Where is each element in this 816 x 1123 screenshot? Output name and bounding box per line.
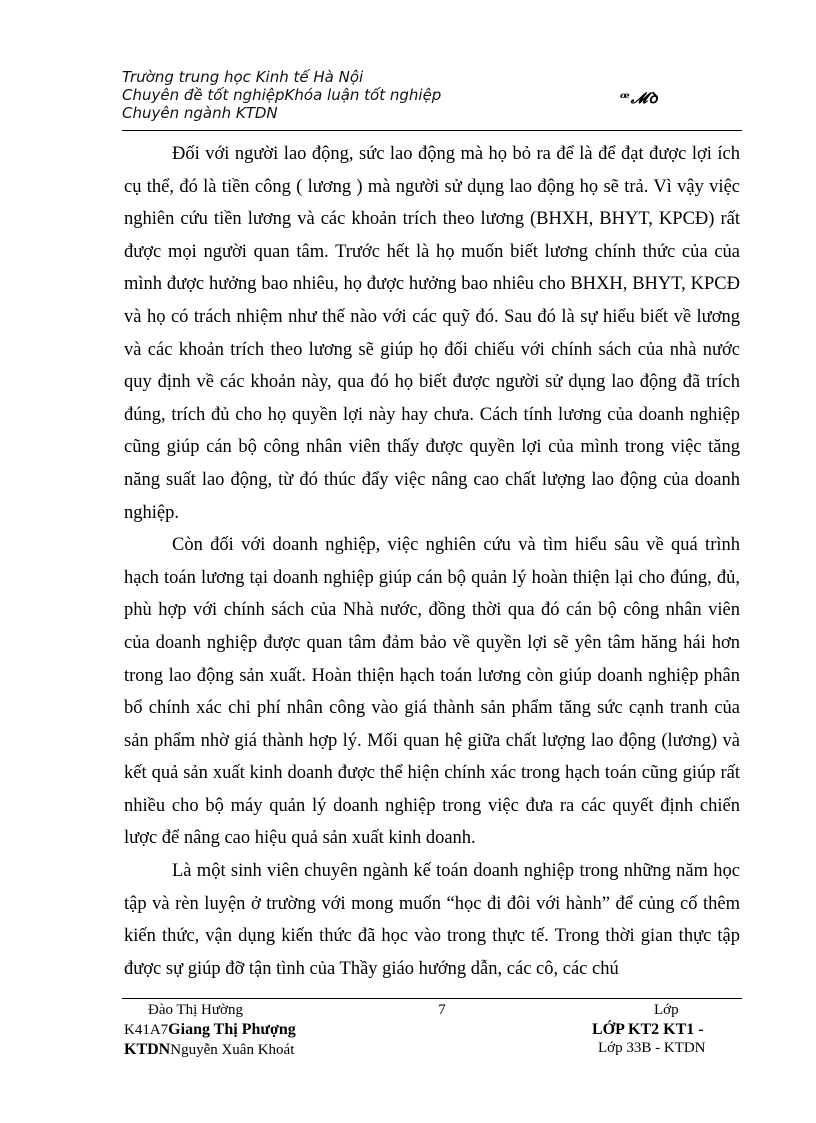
header-rule bbox=[122, 130, 742, 131]
header-major: Chuyên ngành KTDN bbox=[122, 104, 278, 122]
page-number: 7 bbox=[438, 1002, 446, 1018]
paragraph-1: Đối với người lao động, sức lao động mà họ bỏ ra để là để đạt được lợi ích cụ thể, đó là tiền công ( lương ) mà người sử dụng lao động họ sẽ trả. Vì vậy việc nghiên cứu tiền lương và các khoản trích theo lương (BHXH, BHYT, KPCĐ) rất được mọi người quan tâm. Trước hết là họ muốn biết lương chính thức của của mình được hưởng bao nhiêu, họ được hưởng bao nhiêu cho BHXH, BHYT, KPCĐ và họ có trách nhiệm như thế nào với các quỹ đó. Sau đó là sự hiểu biết về lương và các khoản trích theo lương sẽ giúp họ đối chiếu với chính sách của nhà nước quy định về các khoản này, qua đó họ biết được người sử dụng lao động đã trích đúng, trích đủ cho họ quyền lợi này hay chưa. Cách tính lương của doanh nghiệp cũng giúp cán bộ công nhân viên thấy được quyền lợi của mình trong việc tăng năng suất lao động, từ đó thúc đẩy việc nâng cao chất lượng lao động của doanh nghiệp. bbox=[124, 144, 740, 523]
footer-author-1: Đào Thị Hường bbox=[148, 1002, 243, 1018]
footer-class-2: Lớp 33B - KTDN bbox=[598, 1040, 706, 1056]
paragraph-2: Còn đối với doanh nghiệp, việc nghiên cứu và tìm hiểu sâu về quá trình hạch toán lương tại doanh nghiệp giúp cán bộ quản lý hoàn thiện lại cho đúng, đủ, phù hợp với chính sách của Nhà nước, đồng thời qua đó cán bộ công nhân viên của doanh nghiệp được quan tâm đảm bảo về quyền lợi sẽ yên tâm hăng hái hơn trong lao động sản xuất. Hoàn thiện hạch toán lương còn giúp doanh nghiệp phân bổ chính xác chi phí nhân công vào giá thành sản phẩm tăng sức cạnh tranh của sản phẩm nhờ giá thành hợp lý. Mối quan hệ giữa chất lượng lao động (lương) và kết quả sản xuất kinh doanh được thể hiện chính xác trong hạch toán cũng giúp rất nhiều cho bộ máy quản lý doanh nghiệp trong việc đưa ra các quyết định chiến lược để nâng cao hiệu quả sản xuất kinh doanh. bbox=[124, 535, 740, 849]
header-school: Trường trung học Kinh tế Hà Nội bbox=[122, 68, 364, 86]
footer-author-2: Giang Thị Phượng bbox=[168, 1021, 296, 1038]
footer-rule bbox=[122, 998, 742, 999]
paragraph-3: Là một sinh viên chuyên ngành kế toán doanh nghiệp trong những năm học tập và rèn luyện ở trường với mong muốn “học đi đôi với hành” để củng cố thêm kiến thức, vận dụng kiến thức đã học vào trong thực tế. Trong thời gian thực tập được sự giúp đỡ tận tình của Thầy giáo hướng dẫn, các cô, các chú bbox=[124, 861, 740, 979]
footer-classes bbox=[592, 1001, 706, 1058]
footer-class-1: LỚP KT2 KT1 - bbox=[592, 1021, 704, 1038]
footer-author-2-line bbox=[124, 1020, 296, 1040]
footer-class-label: Lớp bbox=[654, 1002, 679, 1018]
footer-author-3-line bbox=[124, 1040, 296, 1060]
document-body bbox=[124, 138, 740, 985]
footer-authors bbox=[124, 1001, 296, 1060]
footer-author-3: Nguyễn Xuân Khoát bbox=[170, 1042, 295, 1058]
header-document-type: Chuyên đề tốt nghiệpKhóa luận tốt nghiệp bbox=[122, 86, 442, 104]
footer-major-code: KTDN bbox=[124, 1041, 171, 1058]
header-logo: ꟹ𝓜ꝺ bbox=[620, 89, 659, 107]
footer-class-code: K41A7 bbox=[124, 1022, 169, 1038]
